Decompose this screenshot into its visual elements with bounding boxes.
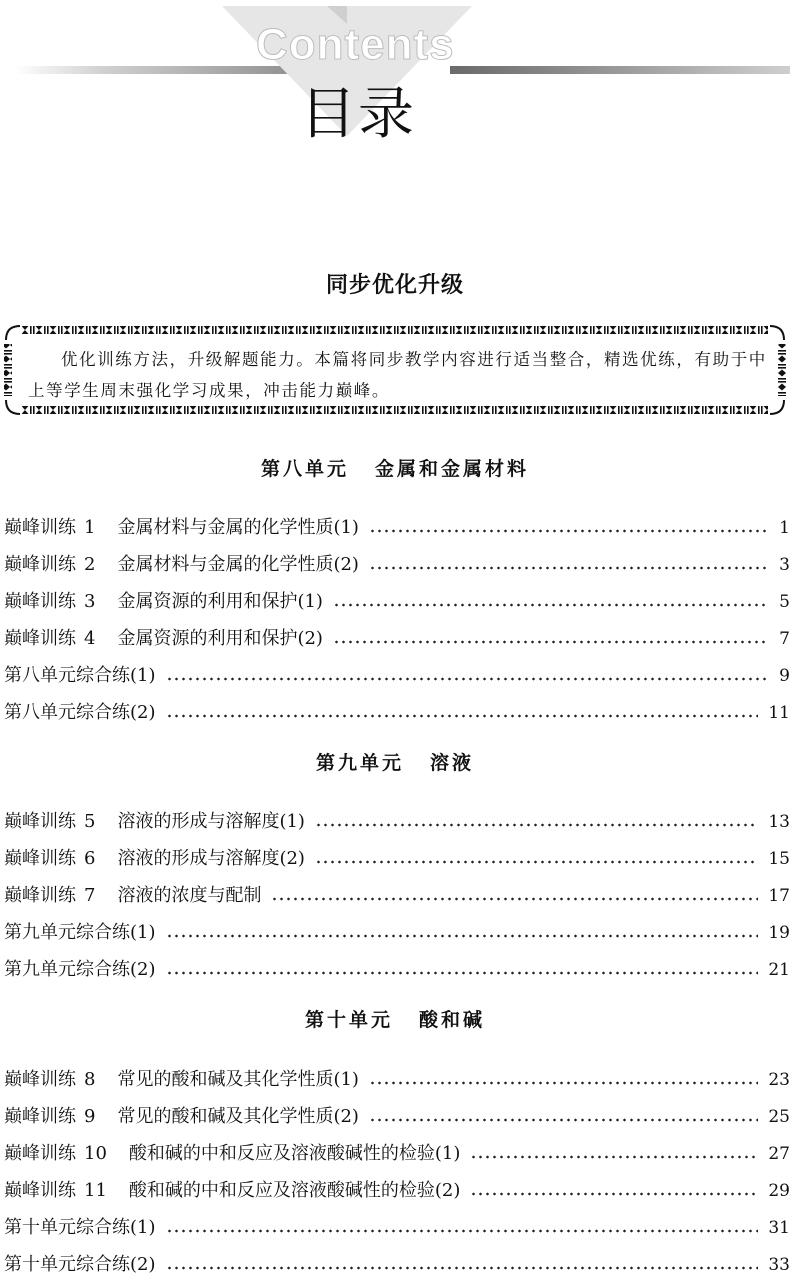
leader-dots — [369, 1117, 758, 1123]
page-number: 5 — [779, 592, 790, 612]
toc-entry[interactable] — [0, 687, 790, 724]
toc-entry[interactable] — [0, 1091, 790, 1128]
page-number: 17 — [768, 886, 790, 906]
toc-entry[interactable] — [0, 539, 790, 576]
page-number: 11 — [768, 703, 790, 723]
toc-entry[interactable] — [0, 1202, 790, 1239]
leader-dots — [166, 933, 759, 939]
toc-entry[interactable] — [0, 1165, 790, 1202]
unit-name: 酸和碱 — [419, 1009, 486, 1031]
entry-title: 金属材料与金属的化学性质(1) — [117, 517, 359, 538]
page-number: 19 — [768, 923, 790, 943]
unit-name: 金属和金属材料 — [375, 458, 530, 480]
entry-title: 溶液的形成与溶解度(1) — [117, 811, 305, 832]
page-number: 27 — [768, 1144, 790, 1164]
leader-dots — [166, 1265, 759, 1271]
toc-list-unit-8 — [0, 502, 790, 724]
unit-name: 溶液 — [430, 752, 475, 774]
leader-dots — [271, 896, 758, 902]
entry-title: 金属材料与金属的化学性质(2) — [117, 554, 359, 575]
toc-entry[interactable] — [0, 1239, 790, 1276]
leader-dots — [470, 1154, 758, 1160]
leader-dots — [166, 970, 759, 976]
page-number: 21 — [768, 960, 790, 980]
entry-number: 4 — [84, 628, 96, 649]
page-number: 29 — [768, 1181, 790, 1201]
entry-title: 金属资源的利用和保护(2) — [117, 628, 323, 649]
entry-number: 10 — [84, 1143, 107, 1164]
toc-entry[interactable] — [0, 944, 790, 981]
entry-title: 常见的酸和碱及其化学性质(2) — [117, 1106, 359, 1127]
leader-dots — [333, 602, 766, 608]
entry-label: 巅峰训练 — [4, 591, 76, 612]
entry-label: 第八单元综合练(1) — [4, 665, 156, 686]
entry-label: 巅峰训练 — [4, 554, 76, 575]
toc-entry[interactable] — [0, 502, 790, 539]
entry-label: 巅峰训练 — [4, 885, 76, 906]
leader-dots — [166, 1228, 759, 1234]
page-number: 33 — [768, 1255, 790, 1275]
section-title: 同步优化升级 — [325, 272, 464, 298]
leader-dots — [369, 565, 766, 571]
entry-number: 1 — [84, 517, 96, 538]
toc-list-unit-9 — [0, 796, 790, 981]
page-number: 13 — [768, 812, 790, 832]
entry-title: 酸和碱的中和反应及溶液酸碱性的检验(2) — [128, 1180, 461, 1201]
page-number: 31 — [768, 1218, 790, 1238]
toc-entry[interactable] — [0, 1128, 790, 1165]
intro-box — [2, 322, 788, 418]
leader-dots — [315, 859, 758, 865]
entry-number: 11 — [84, 1180, 107, 1201]
entry-label: 巅峰训练 — [4, 1180, 76, 1201]
contents-word: Contents — [256, 20, 455, 69]
entry-title: 常见的酸和碱及其化学性质(1) — [117, 1069, 359, 1090]
entry-label: 巅峰训练 — [4, 517, 76, 538]
page-number: 3 — [779, 555, 790, 575]
leader-dots — [333, 639, 766, 645]
leader-dots — [369, 528, 766, 534]
leader-dots — [315, 822, 758, 828]
entry-label: 巅峰训练 — [4, 811, 76, 832]
unit-label: 第八单元 — [260, 458, 349, 480]
intro-text: 优化训练方法，升级解题能力。本篇将同步教学内容进行适当整合，精选优练，有助于中上等学生周末强化学习成果，冲击能力巅峰。 — [28, 350, 767, 400]
leader-dots — [166, 676, 767, 682]
unit-label: 第九单元 — [315, 752, 404, 774]
entry-number: 8 — [84, 1069, 96, 1090]
toc-entry[interactable] — [0, 613, 790, 650]
entry-label: 第八单元综合练(2) — [4, 702, 156, 723]
entry-label: 第九单元综合练(2) — [4, 959, 156, 980]
toc-entry[interactable] — [0, 796, 790, 833]
toc-entry[interactable] — [0, 1054, 790, 1091]
leader-dots — [369, 1080, 758, 1086]
unit-title-8 — [0, 454, 790, 481]
page-number: 15 — [768, 849, 790, 869]
toc-entry[interactable] — [0, 870, 790, 907]
header-bar-right — [450, 66, 790, 74]
contents-header — [0, 0, 790, 150]
entry-label: 第十单元综合练(2) — [4, 1254, 156, 1275]
unit-label: 第十单元 — [304, 1009, 393, 1031]
entry-number: 5 — [84, 811, 96, 832]
toc-list-unit-10 — [0, 1054, 790, 1276]
toc-entry[interactable] — [0, 650, 790, 687]
page-number: 25 — [768, 1107, 790, 1127]
toc-entry[interactable] — [0, 907, 790, 944]
entry-title: 溶液的形成与溶解度(2) — [117, 848, 305, 869]
page-title: 目录 — [300, 82, 416, 147]
page-number: 23 — [768, 1070, 790, 1090]
unit-title-9 — [0, 748, 790, 775]
entry-label: 巅峰训练 — [4, 848, 76, 869]
entry-label: 巅峰训练 — [4, 1069, 76, 1090]
entry-number: 6 — [84, 848, 96, 869]
entry-label: 巅峰训练 — [4, 1106, 76, 1127]
entry-label: 巅峰训练 — [4, 628, 76, 649]
entry-number: 9 — [84, 1106, 96, 1127]
entry-label: 第十单元综合练(1) — [4, 1217, 156, 1238]
toc-entry[interactable] — [0, 833, 790, 870]
entry-label: 第九单元综合练(1) — [4, 922, 156, 943]
entry-number: 3 — [84, 591, 96, 612]
page-number: 7 — [779, 629, 790, 649]
entry-title: 金属资源的利用和保护(1) — [117, 591, 323, 612]
entry-number: 7 — [84, 885, 96, 906]
unit-title-10 — [0, 1005, 790, 1032]
page-number: 9 — [779, 666, 790, 686]
leader-dots — [470, 1191, 758, 1197]
entry-number: 2 — [84, 554, 96, 575]
page-number: 1 — [779, 518, 790, 538]
entry-label: 巅峰训练 — [4, 1143, 76, 1164]
entry-title: 溶液的浓度与配制 — [117, 885, 262, 906]
toc-entry[interactable] — [0, 576, 790, 613]
entry-title: 酸和碱的中和反应及溶液酸碱性的检验(1) — [128, 1143, 461, 1164]
leader-dots — [166, 713, 759, 719]
